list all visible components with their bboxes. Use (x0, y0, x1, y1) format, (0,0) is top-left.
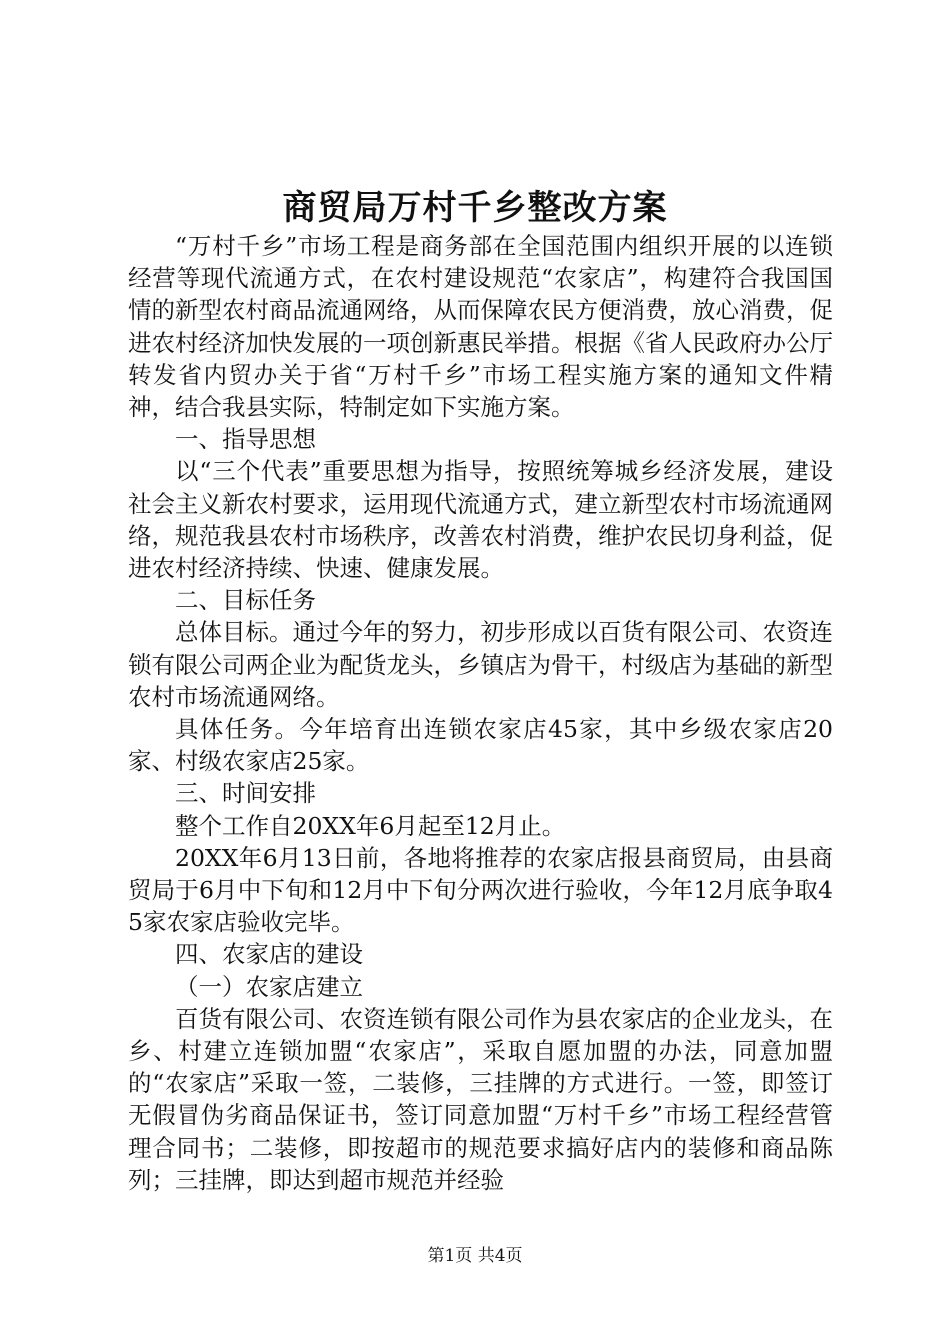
document-title: 商贸局万村千乡整改方案 (282, 188, 668, 228)
section-heading-goals: 二、目标任务 (175, 586, 316, 615)
schedule-detail-paragraph: 20XX年6月13日前，各地将推荐的农家店报县商贸局，由县商贸局于6月中下旬和12月中下旬分两次进行验收，今年12月底争取45家农家店验收完毕。 (128, 843, 833, 937)
schedule-paragraph: 整个工作自20XX年6月起至12月止。 (175, 811, 566, 840)
specific-tasks-paragraph: 具体任务。今年培育出连锁农家店45家，其中乡级农家店20家、村级农家店25家。 (128, 715, 833, 776)
page-footer: 第1页 共4页 (427, 1246, 523, 1266)
section-heading-store-construction: 四、农家店的建设 (175, 940, 363, 969)
document-body (128, 230, 833, 1196)
section-heading-schedule: 三、时间安排 (175, 779, 316, 808)
subsection-heading-store-establishment: （一）农家店建立 (175, 972, 363, 1001)
guiding-ideology-paragraph: 以“三个代表”重要思想为指导，按照统筹城乡经济发展，建设社会主义新农村要求，运用现代流通方式，建立新型农村市场流通网络，规范我县农村市场秩序，改善农村消费，维护农民切身利益，促进农村经济持续、快速、健康发展。 (128, 457, 833, 583)
overall-goal-paragraph: 总体目标。通过今年的努力，初步形成以百货有限公司、农资连锁有限公司两企业为配货龙头，乡镇店为骨干，村级店为基础的新型农村市场流通网络。 (128, 618, 833, 711)
intro-paragraph: “万村千乡”市场工程是商务部在全国范围内组织开展的以连锁经营等现代流通方式，在农村建设规范“农家店”，构建符合我国国情的新型农村商品流通网络，从而保障农民方便消费，放心消费，促进农村经济加快发展的一项创新惠民举措。根据《省人民政府办公厅转发省内贸办关于省“万村千乡”市场工程实施方案的通知文件精神，结合我县实际，特制定如下实施方案。 (128, 232, 833, 422)
store-establishment-paragraph: 百货有限公司、农资连锁有限公司作为县农家店的企业龙头，在乡、村建立连锁加盟“农家店”，采取自愿加盟的办法，同意加盟的“农家店”采取一签，二装修，三挂牌的方式进行。一签，即签订无假冒伪劣商品保证书，签订同意加盟“万村千乡”市场工程经营管理合同书；二装修，即按超市的规范要求搞好店内的装修和商品陈列；三挂牌，即达到超市规范并经验 (128, 1004, 833, 1194)
section-heading-guiding-ideology: 一、指导思想 (175, 425, 316, 454)
